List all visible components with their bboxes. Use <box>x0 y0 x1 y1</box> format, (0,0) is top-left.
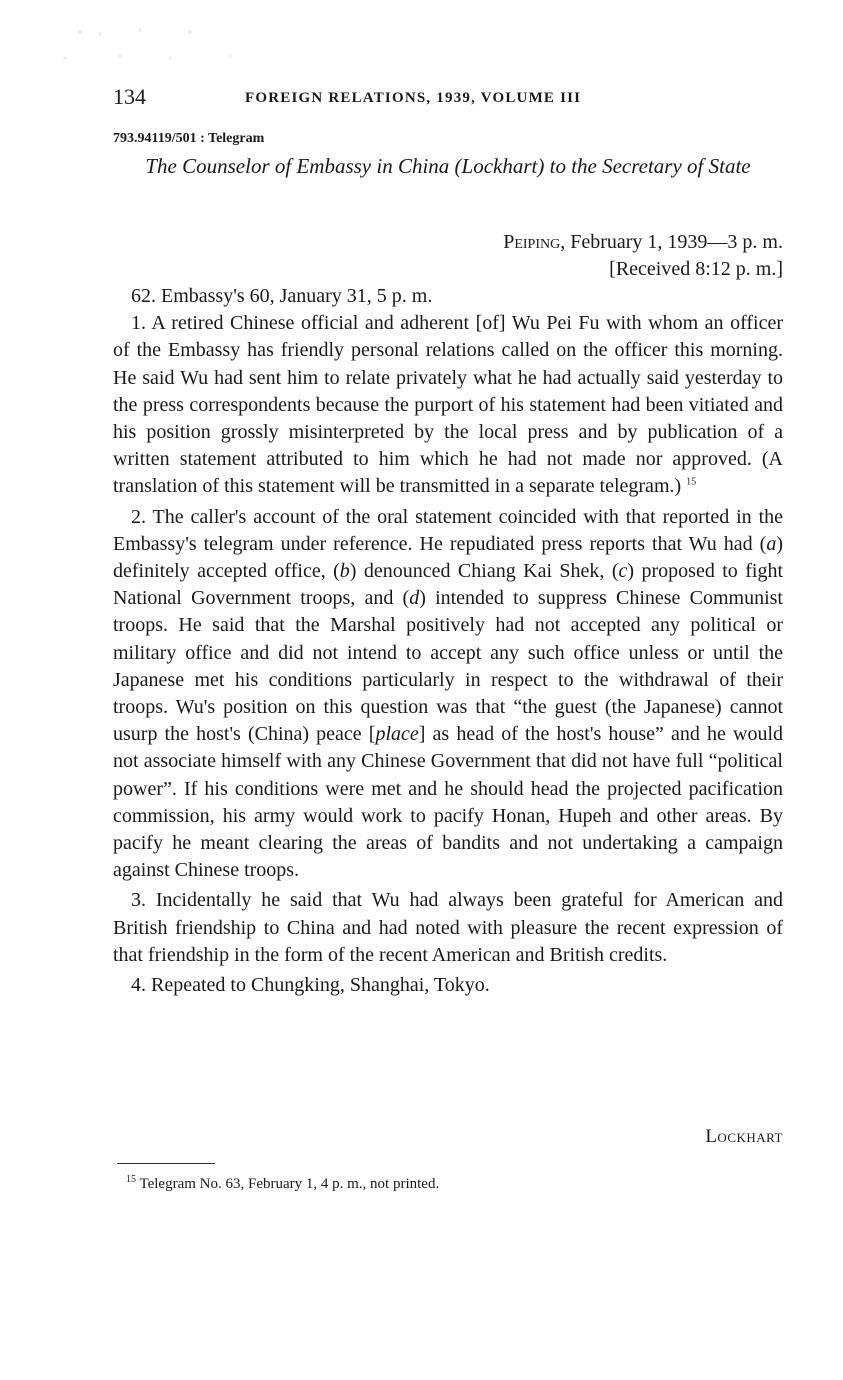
scan-smudge-mark <box>30 20 250 70</box>
dateline-date-time: , February 1, 1939—3 p. m. <box>560 231 783 253</box>
paragraph-2-part-3: ) denounced Chiang Kai Shek, ( <box>349 560 619 583</box>
paragraph-2-part-5: ) intended to suppress Chinese Communist troops. He said that the Marshal positively had not accepted any political or military office and did not intend to accept any such office unless or until the Japanese met his conditions particularly in respect to the withdrawal of their troops. Wu's position on this question was that “the guest (the Japanese) cannot usurp the host's (China) peace [ <box>113 587 783 746</box>
paragraph-2-part-1: 2. The caller's account of the oral statement coincided with that reported in the Embassy's telegram under reference. He repudiated press reports that Wu had ( <box>113 505 783 555</box>
item-letter-b: b <box>339 560 350 583</box>
paragraph-2-part-6: ] as head of the host's house” and he would not associate himself with any Chinese Government that did not have full “political power”. If his conditions were met and he should head the projected pacification commission, his army would work to pacify Honan, Hupeh and other areas. By pacify he meant clearing the areas of bandits and not undertaking a campaign against Chinese troops. <box>113 723 783 882</box>
paragraph-reference: 62. Embassy's 60, January 31, 5 p. m. <box>131 285 433 307</box>
paragraph-2-part-4: ) proposed to fight National Government troops, and ( <box>113 560 784 610</box>
signature: Lockhart <box>705 1126 783 1147</box>
paragraph-2 <box>113 504 783 885</box>
paragraph-2-part-2: ) definitely accepted office, ( <box>113 532 783 583</box>
item-letter-d: d <box>409 587 420 610</box>
footnote-marker: 15 <box>686 476 697 488</box>
dateline-sent <box>113 229 783 256</box>
paragraph-1-text: 1. A retired Chinese official and adherent [of] Wu Pei Fu with whom an officer of the Embassy has friendly personal relations called on the officer this morning. He said Wu had sent him to relate privately what he had actually said yesterday to the press correspondents because the purport of his statement had been vitiated and his position grossly misinterpreted by the local press and by publication of a written statement attributed to him which he had not made nor approved. (A translation of this statement will be transmitted in a separate telegram.) <box>113 312 783 498</box>
document-title: The Counselor of Embassy in China (Lockhart) to the Secretary of State <box>145 154 751 178</box>
footnote <box>126 1176 439 1193</box>
page-header <box>113 84 783 114</box>
editorial-insert-place: place <box>375 723 419 746</box>
dateline-place: Peiping <box>503 231 561 253</box>
paragraph-4: 4. Repeated to Chungking, Shanghai, Tokyo. <box>131 974 490 997</box>
telegram-body <box>113 283 783 999</box>
paragraph-3: 3. Incidentally he said that Wu had always been grateful for American and British friendship to China and had noted with pleasure the recent expression of that friendship in the form of the recent American and British credits. <box>113 889 783 966</box>
paragraph-1 <box>113 310 783 500</box>
item-letter-c: c <box>618 560 628 583</box>
footnote-divider <box>117 1163 215 1164</box>
file-reference: 793.94119/501 : Telegram <box>113 131 265 146</box>
running-head: FOREIGN RELATIONS, 1939, VOLUME III <box>245 90 582 106</box>
footnote-text: Telegram No. 63, February 1, 4 p. m., not printed. <box>139 1176 440 1192</box>
dateline-received: [Received 8:12 p. m.] <box>609 258 783 280</box>
dateline <box>113 229 783 283</box>
page-number: 134 <box>113 84 146 109</box>
footnote-number: 15 <box>126 1174 136 1185</box>
item-letter-a: a <box>766 532 777 555</box>
